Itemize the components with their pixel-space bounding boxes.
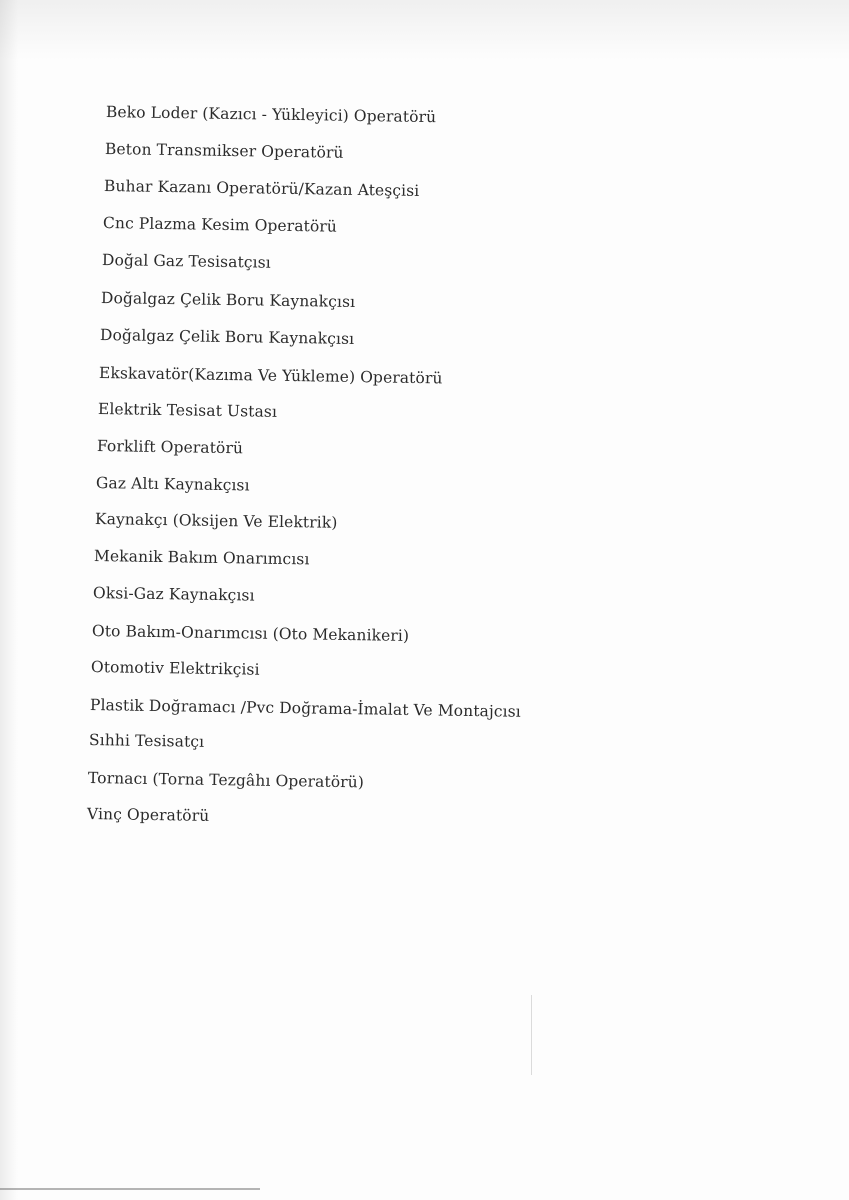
list-item: Forklift Operatörü bbox=[96, 437, 244, 458]
list-item: Buhar Kazanı Operatörü/Kazan Ateşçisi bbox=[103, 177, 420, 200]
list-item: Cnc Plazma Kesim Operatörü bbox=[102, 214, 338, 236]
list-item: Oksi-Gaz Kaynakçısı bbox=[92, 584, 255, 605]
list-item: Mekanik Bakım Onarımcısı bbox=[93, 547, 310, 569]
list-item: Vinç Operatörü bbox=[86, 805, 210, 825]
list-item: Tornacı (Torna Tezgâhı Operatörü) bbox=[87, 769, 365, 792]
scan-shadow-left bbox=[0, 0, 18, 1200]
scan-mark bbox=[531, 995, 532, 1075]
list-item: Beko Loder (Kazıcı - Yükleyici) Operatörü bbox=[105, 103, 437, 127]
scan-shadow-top bbox=[0, 0, 849, 60]
list-item: Elektrik Tesisat Ustası bbox=[97, 400, 278, 421]
list-item: Beton Transmikser Operatörü bbox=[104, 140, 344, 162]
list-item: Gaz Altı Kaynakçısı bbox=[95, 474, 250, 495]
list-item: Plastik Doğramacı /Pvc Doğrama-İmalat Ve Montajcısı bbox=[89, 696, 521, 721]
list-item: Doğal Gaz Tesisatçısı bbox=[101, 251, 271, 272]
list-item: Kaynakçı (Oksijen Ve Elektrik) bbox=[94, 510, 338, 532]
list-item: Ekskavatör(Kazıma Ve Yükleme) Operatörü bbox=[98, 364, 443, 388]
list-item: Sıhhi Tesisatçı bbox=[88, 731, 205, 751]
list-item: Otomotiv Elektrikçisi bbox=[90, 658, 260, 679]
list-item: Oto Bakım-Onarımcısı (Oto Mekanikeri) bbox=[91, 622, 410, 645]
scan-bottom-line bbox=[0, 1188, 260, 1190]
list-item: Doğalgaz Çelik Boru Kaynakçısı bbox=[100, 289, 356, 311]
list-item: Doğalgaz Çelik Boru Kaynakçısı bbox=[99, 326, 355, 348]
